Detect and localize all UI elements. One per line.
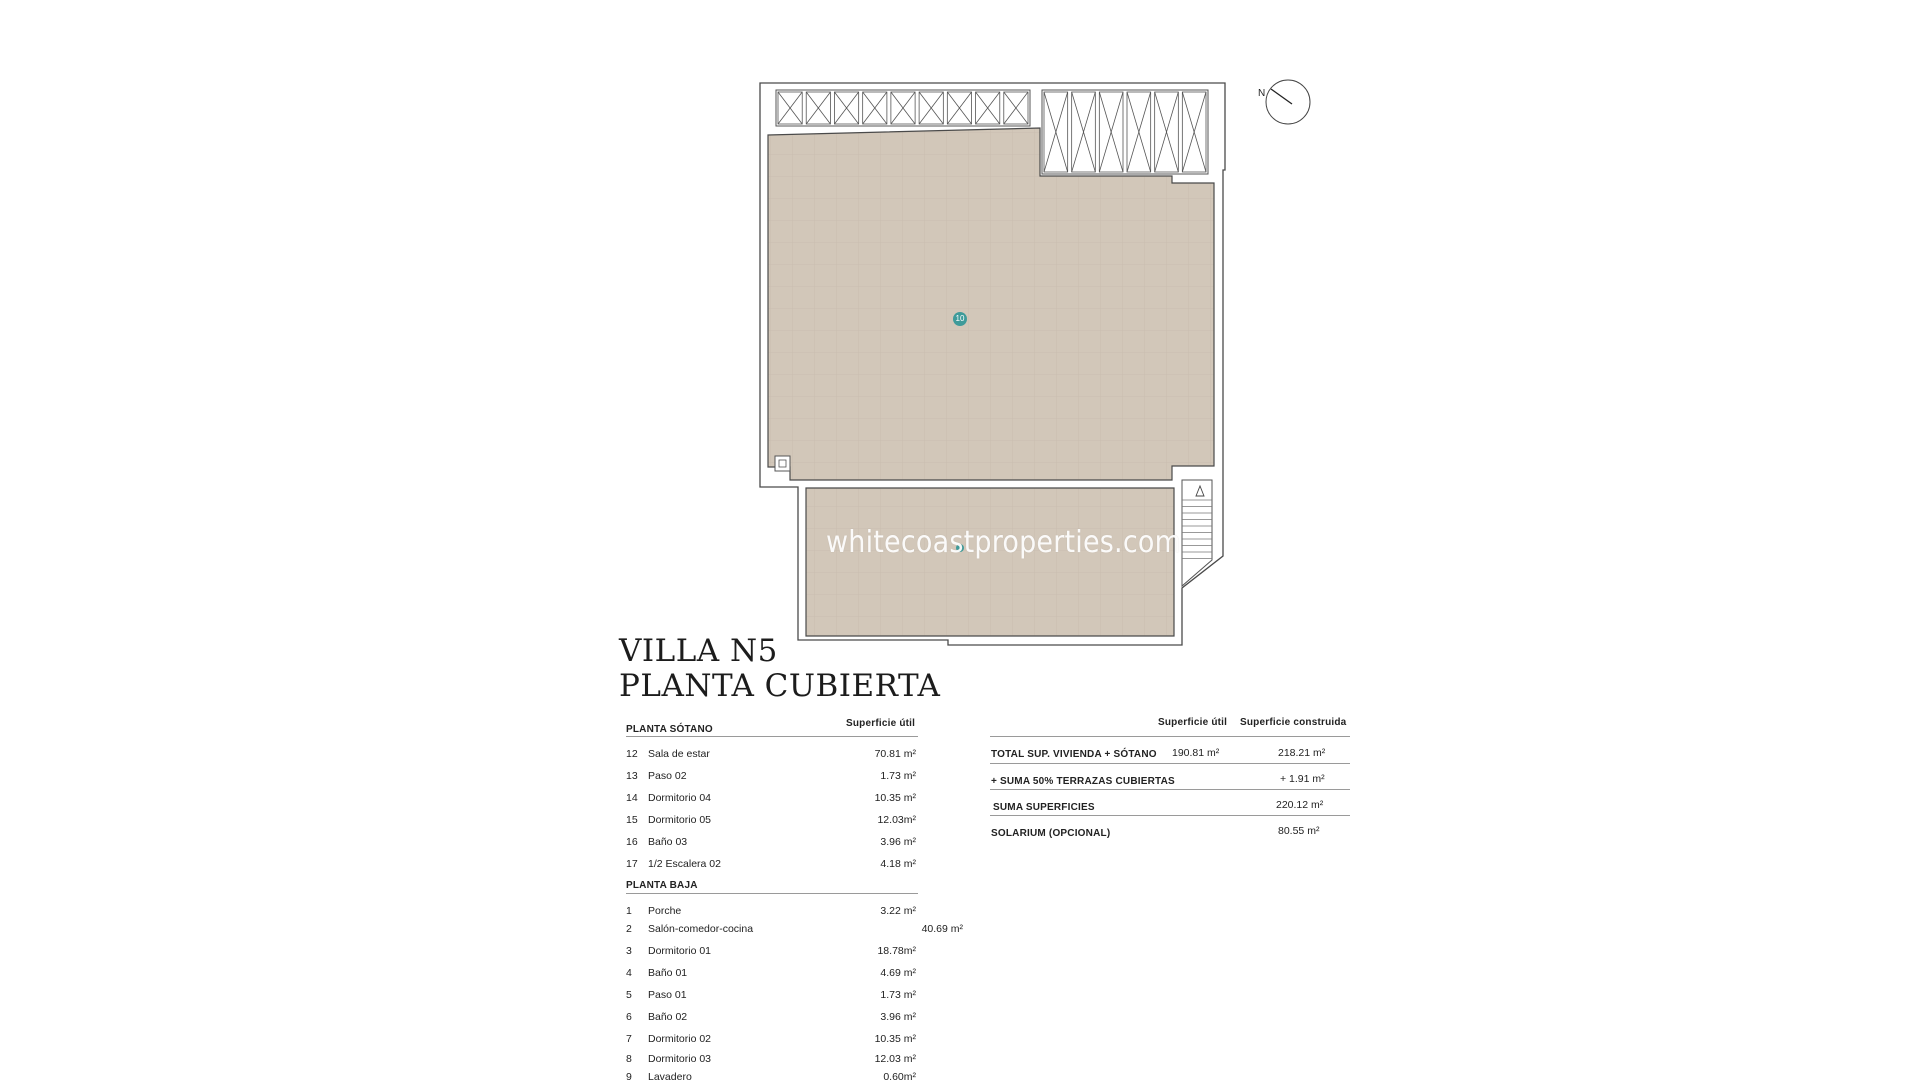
room-name: Baño 02: [648, 1011, 688, 1023]
suma-construida: 220.12 m²: [1276, 799, 1324, 811]
lower-terrace: [806, 488, 1174, 636]
row-number: 16: [626, 836, 638, 848]
room-area: 10.35 m²: [874, 1033, 916, 1045]
room-name: Dormitorio 04: [648, 792, 712, 804]
solarium-label: SOLARIUM (OPCIONAL): [991, 828, 1111, 839]
pergola-left: [776, 90, 1030, 126]
terrazas-construida: + 1.91 m²: [1280, 773, 1325, 785]
room-name: 1/2 Escalera 02: [648, 858, 721, 870]
row-number: 1: [626, 905, 632, 917]
terrazas-label: + SUMA 50% TERRAZAS CUBIERTAS: [991, 776, 1175, 787]
room-name: Salón-comedor-cocina: [648, 923, 754, 935]
row-number: 17: [626, 858, 638, 870]
row-number: 2: [626, 923, 632, 935]
solarium-construida: 80.55 m²: [1278, 825, 1320, 837]
room-name: Porche: [648, 905, 682, 917]
divider: [990, 815, 1350, 816]
room-area: 1.73 m²: [880, 989, 916, 1001]
room-area: 0.60m²: [883, 1071, 916, 1083]
divider: [626, 893, 918, 894]
pergola-right: [1042, 90, 1208, 174]
room-area: 40.69 m²: [921, 923, 963, 935]
suma-label: SUMA SUPERFICIES: [993, 802, 1095, 813]
total-construida: 218.21 m²: [1278, 747, 1326, 759]
row-number: 14: [626, 792, 638, 804]
column-header-util: Superficie útil: [846, 718, 916, 729]
section-title-sotano: PLANTA SÓTANO: [626, 724, 713, 735]
room-area: 12.03m²: [877, 814, 916, 826]
room-name: Paso 02: [648, 770, 687, 782]
divider: [990, 736, 1350, 737]
room-name: Baño 03: [648, 836, 688, 848]
north-arrow: [1258, 80, 1310, 124]
room-name: Lavadero: [648, 1071, 692, 1083]
divider: [990, 763, 1350, 764]
row-number: 3: [626, 945, 632, 957]
room-area: 12.03 m²: [874, 1053, 916, 1065]
column-header-util-right: Superficie útil: [1158, 717, 1228, 728]
room-area: 4.18 m²: [880, 858, 916, 870]
north-label: N: [1258, 88, 1266, 99]
room-name: Dormitorio 02: [648, 1033, 712, 1045]
room-area: 3.22 m²: [880, 905, 916, 917]
row-number: 9: [626, 1071, 632, 1083]
room-tag-10: 10: [953, 312, 967, 326]
row-number: 6: [626, 1011, 632, 1023]
divider: [626, 736, 918, 737]
row-number: 4: [626, 967, 632, 979]
section-title-baja: PLANTA BAJA: [626, 880, 698, 891]
room-area: 3.96 m²: [880, 1011, 916, 1023]
row-number: 13: [626, 770, 638, 782]
total-label: TOTAL SUP. VIVIENDA + SÓTANO: [991, 749, 1157, 760]
column-header-construida: Superficie construida: [1240, 717, 1347, 728]
room-name: Dormitorio 03: [648, 1053, 712, 1065]
room-name: Baño 01: [648, 967, 688, 979]
villa-title: VILLA N5: [619, 633, 778, 669]
stair: [1182, 480, 1212, 586]
room-area: 1.73 m²: [880, 770, 916, 782]
row-number: 8: [626, 1053, 632, 1065]
total-util: 190.81 m²: [1172, 747, 1220, 759]
room-area: 18.78m²: [877, 945, 916, 957]
room-name: Dormitorio 05: [648, 814, 712, 826]
floor-title: PLANTA CUBIERTA: [619, 668, 941, 704]
room-area: 3.96 m²: [880, 836, 916, 848]
room-area: 10.35 m²: [874, 792, 916, 804]
room-name: Sala de estar: [648, 748, 710, 760]
row-number: 15: [626, 814, 638, 826]
room-name: Paso 01: [648, 989, 687, 1001]
watermark: whitecoastproperties.com: [826, 525, 1182, 560]
room-area: 4.69 m²: [880, 967, 916, 979]
row-number: 7: [626, 1033, 632, 1045]
row-number: 5: [626, 989, 632, 1001]
room-name: Dormitorio 01: [648, 945, 712, 957]
divider: [990, 789, 1350, 790]
main-roof-area: [768, 128, 1214, 480]
row-number: 12: [626, 748, 638, 760]
room-area: 70.81 m²: [874, 748, 916, 760]
